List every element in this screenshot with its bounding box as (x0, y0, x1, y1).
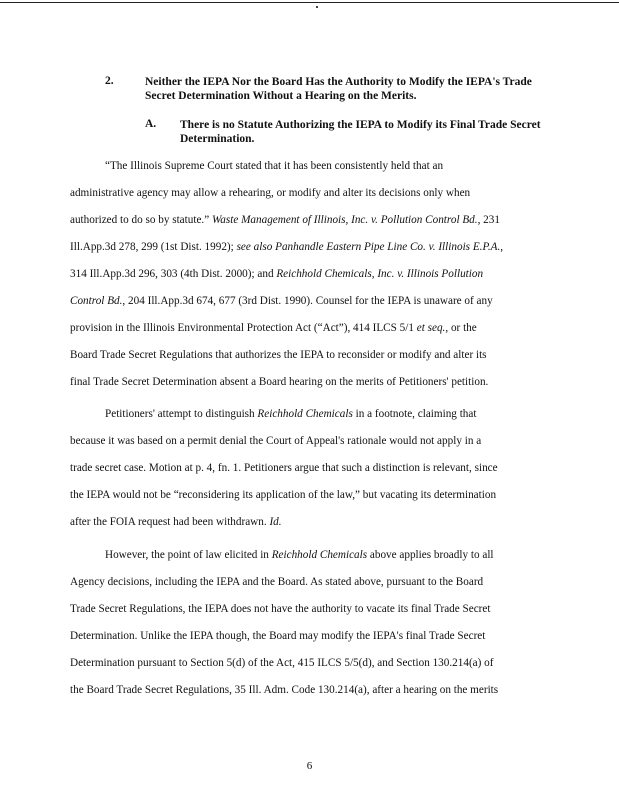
text-run: 314 Ill.App.3d 296, 303 (4th Dist. 2000); and (70, 268, 277, 280)
body-line (105, 407, 476, 421)
body-line (105, 548, 494, 562)
body-line (70, 294, 493, 308)
text-run: above applies broadly to all (367, 549, 494, 561)
text-run: in a footnote, claiming that (352, 408, 477, 420)
scan-mark (316, 6, 318, 8)
text-run: Petitioners' attempt to distinguish (105, 408, 258, 420)
body-line: trade secret case. Motion at p. 4, fn. 1. Petitioners argue that such a distinction is relevant, since (70, 462, 498, 474)
text-run: authorized to do so by statute.” (70, 214, 212, 226)
case-citation: Reichhold Chemicals, Inc. v. Illinois Pollution (276, 268, 484, 280)
body-line: Trade Secret Regulations, the IEPA does not have the authority to vacate its final Trade Secret (70, 603, 491, 615)
body-line: Determination pursuant to Section 5(d) of the Act, 415 ILCS 5/5(d), and Section 130.214(a) of (70, 657, 494, 669)
body-line (70, 240, 503, 254)
case-citation: see also Panhandle Eastern Pipe Line Co. v. Illinois E.P.A. (236, 241, 501, 253)
body-line: Determination. Unlike the IEPA though, the Board may modify the IEPA's final Trade Secret (70, 630, 486, 642)
top-border-line (0, 2, 619, 3)
case-citation: Waste Management of Illinois, Inc. v. Pollution Control Bd. (212, 214, 478, 226)
section-heading: Neither the IEPA Nor the Board Has the Authority to Modify the IEPA's Trade Secret Determination Without a Hearing on the Merits. (145, 76, 532, 102)
body-line (70, 267, 483, 281)
body-line: because it was based on a permit denial the Court of Appeal's rationale would not apply in a (70, 435, 482, 447)
body-line: the Board Trade Secret Regulations, 35 Ill. Adm. Code 130.214(a), after a hearing on the merits (70, 684, 499, 696)
body-line: Agency decisions, including the IEPA and the Board. As stated above, pursuant to the Board (70, 576, 484, 588)
body-line: Board Trade Secret Regulations that authorizes the IEPA to reconsider or modify and alter its (70, 349, 487, 361)
body-line: “The Illinois Supreme Court stated that it has been consistently held that an (105, 160, 444, 172)
subsection-heading: There is no Statute Authorizing the IEPA to Modify its Final Trade Secret Determination. (180, 119, 541, 145)
citation-id: Id. (269, 516, 282, 528)
text-run: provision in the Illinois Environmental Protection Act (“Act”), 414 ILCS 5/1 (70, 322, 417, 334)
case-citation: Control Bd. (70, 295, 123, 307)
text-run: , 204 Ill.App.3d 674, 677 (3rd Dist. 1990). Counsel for the IEPA is unaware of any (122, 295, 493, 307)
text-run: , (500, 241, 504, 253)
text-run: However, the point of law elicited in (105, 549, 272, 561)
body-line: administrative agency may allow a rehearing, or modify and alter its decisions only when (70, 187, 471, 199)
body-line (70, 321, 477, 335)
heading-number: 2. (105, 75, 114, 87)
text-run: , 231 (477, 214, 500, 226)
latin-term: et seq. (416, 322, 446, 334)
subheading-number: A. (145, 118, 157, 130)
body-line (70, 213, 500, 227)
page-number: 6 (306, 760, 313, 772)
case-citation: Reichhold Chemicals (271, 549, 368, 561)
case-citation: Reichhold Chemicals (257, 408, 353, 420)
text-run: , or the (445, 322, 477, 334)
body-line: the IEPA would not be “reconsidering its application of the law,” but vacating its determination (70, 489, 497, 501)
body-line: final Trade Secret Determination absent a Board hearing on the merits of Petitioners' petition. (70, 376, 489, 388)
text-run: Ill.App.3d 278, 299 (1st Dist. 1992); (70, 241, 237, 253)
text-run: after the FOIA request had been withdrawn. (70, 516, 270, 528)
body-line (70, 515, 282, 529)
